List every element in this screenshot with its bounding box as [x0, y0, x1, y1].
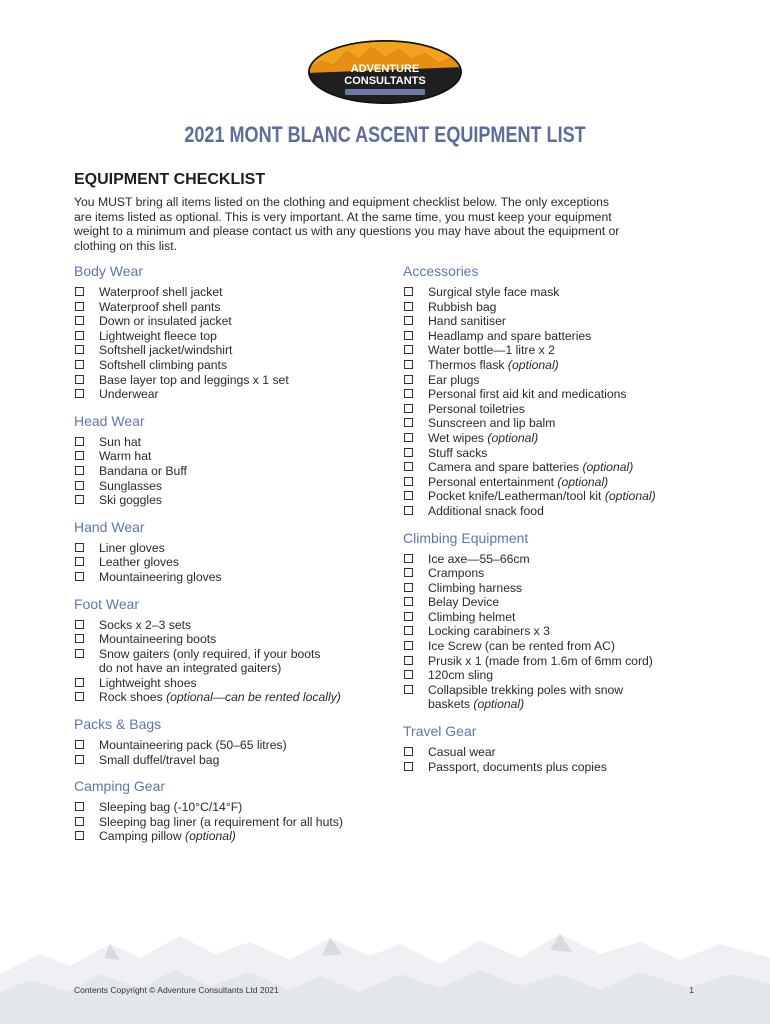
- checklist-item: [74, 493, 394, 508]
- checkbox[interactable]: [75, 817, 84, 826]
- checkbox[interactable]: [75, 802, 84, 811]
- footer-copyright: Contents Copyright © Adventure Consultants Ltd 2021: [74, 985, 279, 995]
- optional-note: (optional): [473, 697, 525, 712]
- item-text: Rubbish bag: [428, 299, 497, 314]
- checklist-item: [74, 464, 394, 479]
- section-heading: Accessories: [403, 263, 479, 279]
- item-text: Leather gloves: [99, 555, 179, 570]
- checklist-item: [74, 690, 394, 705]
- checkbox[interactable]: [404, 389, 413, 398]
- item-text: Down or insulated jacket: [99, 314, 232, 329]
- checklist-item: [403, 314, 723, 329]
- section-heading: Packs & Bags: [74, 716, 162, 733]
- checklist-item: [403, 387, 723, 402]
- intro-line: weight to a minimum and please contact us with any questions you may have about the equipment or: [74, 224, 620, 239]
- checkbox[interactable]: [75, 389, 84, 398]
- item-text: Ice axe—55–66cm: [428, 551, 530, 566]
- item-text: Sleeping bag liner (a requirement for all huts): [99, 814, 343, 829]
- checklist-item: [74, 300, 394, 315]
- checklist-item: [74, 570, 394, 585]
- checkbox[interactable]: [75, 557, 84, 566]
- section-heading: Body Wear: [74, 263, 143, 279]
- checklist-item: [403, 343, 723, 358]
- checkbox[interactable]: [75, 451, 84, 460]
- checklist-heading: EQUIPMENT CHECKLIST: [74, 171, 266, 188]
- checklist-item: [74, 738, 394, 753]
- item-text: Crampons: [428, 566, 485, 581]
- checkbox[interactable]: [404, 506, 413, 515]
- checkbox[interactable]: [404, 670, 413, 679]
- item-text: Camera and spare batteries: [428, 460, 583, 475]
- item-text: Pocket knife/Leatherman/tool kit: [428, 489, 605, 504]
- item-text: Personal entertainment: [428, 474, 558, 489]
- checkbox[interactable]: [404, 656, 413, 665]
- optional-note: (optional): [557, 474, 609, 489]
- checkbox[interactable]: [404, 747, 413, 756]
- checkbox[interactable]: [75, 649, 84, 658]
- checklist-item: [403, 300, 723, 315]
- item-text: Lightweight fleece top: [99, 328, 217, 343]
- checkbox[interactable]: [404, 331, 413, 340]
- checklist-item: [403, 489, 723, 504]
- checklist-item: [74, 618, 394, 633]
- item-text: Sleeping bag (-10°C/14°F): [99, 800, 243, 815]
- checkbox[interactable]: [75, 345, 84, 354]
- logo-tagline-bar: [345, 89, 425, 95]
- page-title: 2021 MONT BLANC ASCENT EQUIPMENT LIST: [184, 122, 586, 147]
- checklist-item: [74, 829, 394, 844]
- item-text: Ski goggles: [99, 493, 163, 508]
- checkbox[interactable]: [404, 287, 413, 296]
- checkbox[interactable]: [404, 345, 413, 354]
- item-text: baskets: [428, 697, 474, 712]
- checklist: [74, 618, 394, 706]
- item-text: Bandana or Buff: [99, 463, 187, 478]
- logo-line1: ADVENTURE: [350, 63, 420, 75]
- optional-note: (optional): [604, 489, 656, 504]
- item-text: Softshell jacket/windshirt: [99, 343, 233, 358]
- item-text: 120cm sling: [428, 668, 494, 683]
- item-text: Wet wipes: [428, 430, 488, 445]
- checklist-item: [403, 285, 723, 300]
- section-heading: Hand Wear: [74, 518, 145, 535]
- checkbox[interactable]: [404, 316, 413, 325]
- item-text: Personal first aid kit and medications: [428, 387, 627, 402]
- section-body-wear: [74, 262, 394, 402]
- checkbox[interactable]: [75, 572, 84, 581]
- checklist: [403, 552, 723, 713]
- checkbox[interactable]: [75, 495, 84, 504]
- item-text: do not have an integrated gaiters): [99, 661, 282, 676]
- checklist-item: [403, 639, 723, 654]
- item-text: Water bottle—1 litre x 2: [428, 343, 555, 358]
- checklist: [74, 738, 394, 767]
- checkbox[interactable]: [404, 448, 413, 457]
- section-accessories: [403, 262, 723, 519]
- item-text: Sunglasses: [99, 478, 163, 493]
- optional-note: (optional): [487, 430, 539, 445]
- item-text: Snow gaiters (only required, if your boots: [99, 646, 321, 661]
- checkbox[interactable]: [75, 620, 84, 629]
- item-text: Base layer top and leggings x 1 set: [99, 372, 289, 387]
- item-text: Headlamp and spare batteries: [428, 328, 592, 343]
- section-hand-wear: [74, 518, 394, 585]
- item-text: Surgical style face mask: [428, 285, 560, 299]
- checkbox[interactable]: [404, 597, 413, 606]
- checklist-item: [403, 358, 723, 373]
- item-text: Waterproof shell pants: [99, 299, 221, 314]
- item-text: Underwear: [99, 387, 159, 402]
- checklist-item: [403, 745, 723, 760]
- checkbox[interactable]: [75, 375, 84, 384]
- checklist: [74, 541, 394, 585]
- checklist-item: [403, 760, 723, 775]
- checklist-item: [403, 552, 723, 567]
- checkbox[interactable]: [75, 331, 84, 340]
- checklist-item: [403, 460, 723, 475]
- checklist-item: [403, 402, 723, 417]
- item-text: Socks x 2–3 sets: [99, 617, 192, 632]
- checklist-item: [74, 479, 394, 494]
- checkbox[interactable]: [75, 316, 84, 325]
- checklist-item: [403, 581, 723, 596]
- checklist: [403, 745, 723, 774]
- checklist-item: [74, 676, 394, 691]
- optional-note: (optional): [582, 460, 634, 475]
- checklist: [74, 285, 394, 402]
- checkbox[interactable]: [404, 302, 413, 311]
- checklist-item: [403, 416, 723, 431]
- left-column: [74, 262, 394, 854]
- checkbox[interactable]: [75, 360, 84, 369]
- checklist-item: [74, 387, 394, 402]
- checkbox[interactable]: [404, 418, 413, 427]
- checkbox[interactable]: [404, 404, 413, 413]
- page-number: 1: [689, 985, 694, 995]
- checklist-item: [74, 314, 394, 329]
- checklist-item: [74, 815, 394, 830]
- checklist-item: [74, 449, 394, 464]
- mountain-range-graphic: [0, 914, 770, 1024]
- checklist-item: [74, 647, 394, 676]
- item-text: Passport, documents plus copies: [428, 759, 607, 774]
- intro-line: are items listed as optional. This is very important. At the same time, you must keep your equipment: [74, 209, 612, 224]
- item-text: Warm hat: [99, 449, 152, 464]
- checkbox[interactable]: [404, 762, 413, 771]
- item-text: Mountaineering pack (50–65 litres): [99, 738, 287, 753]
- checklist-item: [74, 329, 394, 344]
- section-head-wear: [74, 412, 394, 508]
- item-text: Thermos flask: [428, 357, 508, 372]
- checklist-item: [403, 504, 723, 519]
- item-text: Belay Device: [428, 595, 500, 610]
- logo-line2: CONSULTANTS: [344, 75, 426, 87]
- checklist-item: [403, 446, 723, 461]
- checkbox[interactable]: [404, 433, 413, 442]
- checkbox[interactable]: [75, 481, 84, 490]
- intro-line: clothing on this list.: [74, 239, 177, 254]
- checklist: [403, 285, 723, 519]
- checklist-item: [403, 624, 723, 639]
- item-text: Liner gloves: [99, 540, 165, 555]
- checklist-item: [74, 800, 394, 815]
- item-text: Climbing harness: [428, 580, 523, 595]
- checklist: [74, 435, 394, 508]
- checklist-item: [403, 431, 723, 446]
- item-text: Hand sanitiser: [428, 314, 506, 329]
- checkbox[interactable]: [75, 831, 84, 840]
- checkbox[interactable]: [75, 692, 84, 701]
- item-text: Mountaineering gloves: [99, 569, 222, 584]
- section-camping-gear: [74, 777, 394, 844]
- item-text: Lightweight shoes: [99, 675, 197, 690]
- right-column: [403, 262, 723, 784]
- item-text: Small duffel/travel bag: [99, 752, 220, 767]
- item-text: Prusik x 1 (made from 1.6m of 6mm cord): [428, 653, 653, 668]
- checkbox[interactable]: [75, 634, 84, 643]
- checklist-item: [403, 683, 723, 712]
- section-heading: Travel Gear: [403, 723, 477, 740]
- checklist-item: [403, 595, 723, 610]
- item-text: Stuff sacks: [428, 445, 488, 460]
- checkbox[interactable]: [404, 477, 413, 486]
- checkbox[interactable]: [404, 491, 413, 500]
- checklist-item: [403, 329, 723, 344]
- checklist-item: [403, 668, 723, 683]
- checklist-item: [403, 654, 723, 669]
- section-heading: Climbing Equipment: [403, 529, 529, 546]
- intro-line: You MUST bring all items listed on the clothing and equipment checklist below. The only exceptions: [74, 195, 609, 209]
- checkbox[interactable]: [404, 685, 413, 694]
- checkbox[interactable]: [404, 583, 413, 592]
- checklist-item: [74, 358, 394, 373]
- checkbox[interactable]: [75, 287, 84, 296]
- checklist-item: [74, 373, 394, 388]
- checklist-item: [403, 610, 723, 625]
- checklist-item: [74, 285, 394, 300]
- company-logo: [307, 39, 463, 105]
- checkbox[interactable]: [75, 437, 84, 446]
- section-heading: Head Wear: [74, 412, 145, 429]
- item-text: Sun hat: [99, 434, 142, 449]
- checkbox[interactable]: [75, 302, 84, 311]
- checklist-item: [74, 632, 394, 647]
- checkbox[interactable]: [75, 466, 84, 475]
- checkbox[interactable]: [75, 740, 84, 749]
- checklist-item: [403, 475, 723, 490]
- optional-note: (optional): [185, 829, 236, 844]
- item-text: Casual wear: [428, 745, 496, 760]
- item-text: Collapsible trekking poles with snow: [428, 682, 624, 697]
- optional-note: (optional—can be rented locally): [166, 690, 341, 705]
- checklist-item: [74, 435, 394, 450]
- intro-paragraph: [74, 195, 704, 254]
- item-text: Personal toiletries: [428, 401, 525, 416]
- item-text: Rock shoes: [99, 690, 167, 705]
- checkbox[interactable]: [404, 360, 413, 369]
- checkbox[interactable]: [404, 641, 413, 650]
- checklist-item: [74, 541, 394, 556]
- section-heading: Foot Wear: [74, 595, 140, 612]
- item-text-continuation: [428, 697, 723, 712]
- item-text: Softshell climbing pants: [99, 357, 228, 372]
- checklist: [74, 800, 394, 844]
- checkbox[interactable]: [404, 568, 413, 577]
- section-foot-wear: [74, 595, 394, 706]
- checkbox[interactable]: [404, 612, 413, 621]
- checkbox[interactable]: [404, 462, 413, 471]
- item-text: Waterproof shell jacket: [99, 285, 223, 299]
- checkbox[interactable]: [75, 678, 84, 687]
- checkbox[interactable]: [404, 626, 413, 635]
- section-climbing-equipment: [403, 529, 723, 713]
- item-text: Ear plugs: [428, 372, 480, 387]
- checkbox[interactable]: [75, 755, 84, 764]
- checklist-item: [403, 566, 723, 581]
- checkbox[interactable]: [75, 543, 84, 552]
- item-text: Sunscreen and lip balm: [428, 416, 556, 431]
- checkbox[interactable]: [404, 375, 413, 384]
- item-text: Locking carabiners x 3: [428, 624, 550, 639]
- checklist-item: [74, 555, 394, 570]
- optional-note: (optional): [507, 357, 559, 372]
- checklist-item: [403, 373, 723, 388]
- section-heading: Camping Gear: [74, 778, 166, 795]
- section-packs-and-bags: [74, 715, 394, 767]
- item-text: Ice Screw (can be rented from AC): [428, 639, 615, 654]
- checkbox[interactable]: [404, 554, 413, 563]
- item-text-continuation: [99, 661, 394, 676]
- section-travel-gear: [403, 722, 723, 774]
- checklist-item: [74, 753, 394, 768]
- item-text: Additional snack food: [428, 503, 544, 518]
- item-text: Climbing helmet: [428, 609, 516, 624]
- item-text: Camping pillow: [99, 829, 186, 844]
- item-text: Mountaineering boots: [99, 632, 217, 647]
- checklist-item: [74, 343, 394, 358]
